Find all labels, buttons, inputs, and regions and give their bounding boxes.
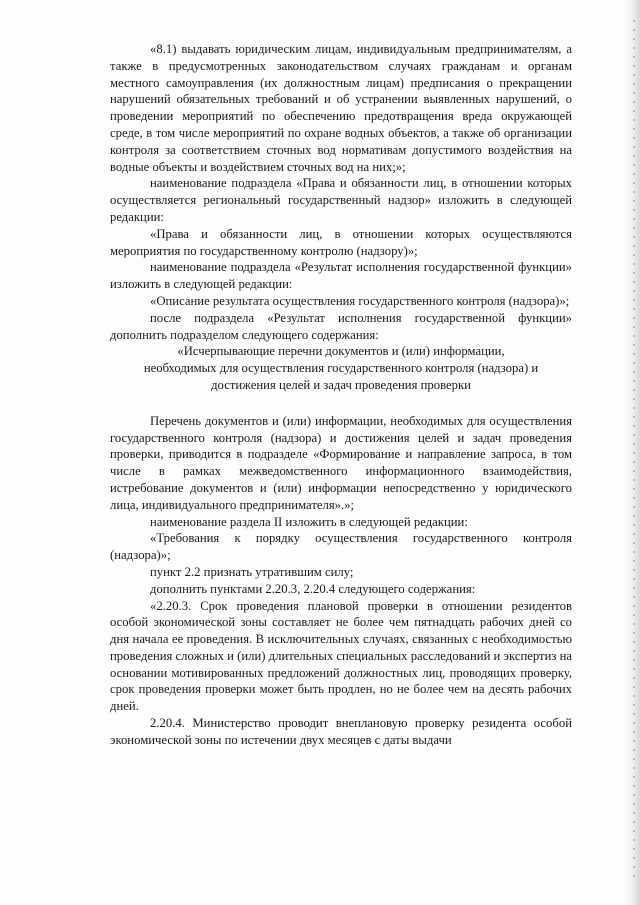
paragraph: наименование раздела II изложить в следующей редакции: [150, 514, 468, 529]
paragraph: «2.20.3. Срок проведения плановой проверки в отношении резидентов особой экономической зоны составляет не более чем пятнадцать рабочих дней со дня начала ее проведения. В исключительных случаях, связанных с необходимостью проведения сложных и (или) длительных специальных расследований и экспертиз на основании мотивированных предложений должностных лиц, проводящих проверку, срок проведения проверки может быть продлен, но не более чем на десять рабочих дней. [110, 598, 572, 714]
paragraph: Перечень документов и (или) информации, необходимых для осуществления государственного контроля (надзора) и достижения целей и задач проведения проверки, приводится в подразделе «Формирование и направление запроса, в том числе в рамках межведомственного информационного взаимодействия, истребование документов и (или) информации непосредственно у юридического лица, индивидуального предпринимателя».»; [110, 413, 572, 512]
paragraph: наименование подраздела «Результат исполнения государственной функции» изложить в следующей редакции: [110, 260, 572, 292]
paragraph: «8.1) выдавать юридическим лицам, индивидуальным предпринимателям, а также в предусмотренных законодательством случаях гражданам и органам местного самоуправления (их должностным лицам) предписания о прекращении нарушений обязательных требований и об устранении выявленных нарушений, о проведении мероприятий по обеспечению предотвращения вреда окружающей среде, в том числе мероприятий по охране водных объектов, а также об организации контроля за соответствием сточных вод нормативам допустимого воздействия на водные объекты и воздействием сточных вод на них;»; [110, 42, 572, 174]
paragraph: после подраздела «Результат исполнения государственной функции» дополнить подразделом следующего содержания: [110, 310, 572, 342]
paragraph: «Описание результата осуществления государственного контроля (надзора)»; [150, 293, 570, 308]
paragraph: дополнить пунктами 2.20.3, 2.20.4 следующего содержания: [150, 581, 476, 596]
document-body [110, 41, 572, 749]
subsection-heading-line: «Исчерпывающие перечни документов и (или) информации, [177, 344, 505, 359]
subsection-heading-line: достижения целей и задач проведения проверки [211, 377, 471, 392]
subsection-heading-line: необходимых для осуществления государственного контроля (надзора) и [143, 361, 539, 376]
paragraph: 2.20.4. Министерство проводит внеплановую проверку резидента особой экономической зоны по истечении двух месяцев с даты выдачи [110, 716, 572, 747]
scan-edge-marks [633, 20, 635, 880]
paragraph: «Права и обязанности лиц, в отношении которых осуществляются мероприятия по государственному контролю (надзору)»; [110, 226, 572, 258]
paragraph-spacer [110, 394, 572, 413]
paragraph: пункт 2.2 признать утратившим силу; [150, 564, 354, 579]
paragraph: наименование подраздела «Права и обязанности лиц, в отношении которых осуществляется региональный государственный надзор» изложить в следующей редакции: [110, 176, 572, 224]
scan-edge-shadow [622, 0, 640, 905]
paragraph: «Требования к порядку осуществления государственного контроля (надзора)»; [110, 531, 572, 563]
